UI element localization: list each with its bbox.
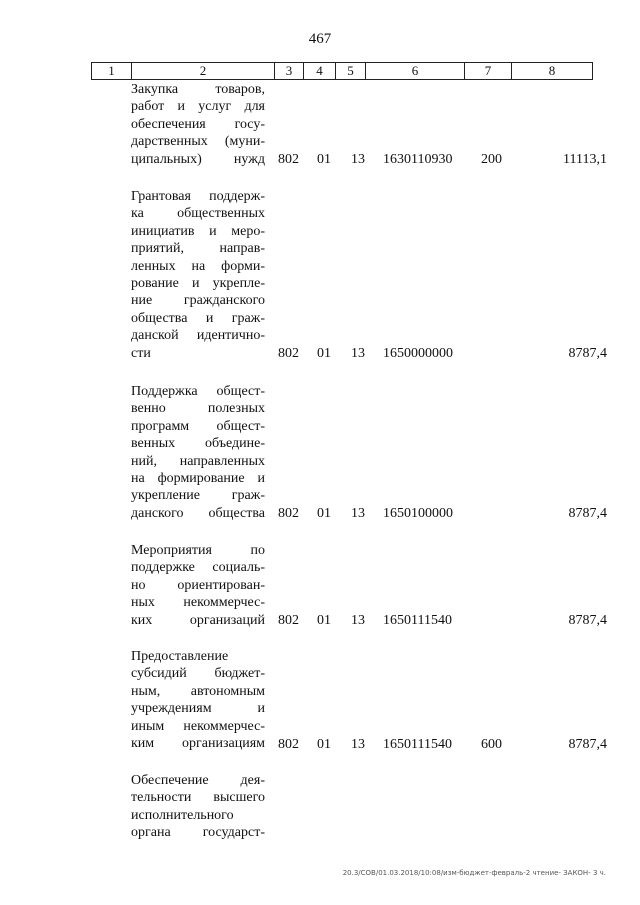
row-5-col-4: 01 [317,737,331,752]
table-header [91,62,593,80]
row-3-col-6: 1650100000 [383,506,453,521]
row-2-col-4: 01 [317,346,331,361]
header-col-5: 5 [336,63,366,79]
row-2-col-5: 13 [351,346,365,361]
row-3-col-3: 802 [278,506,299,521]
row-3-col-8: 8787,4 [568,506,607,521]
row-3-description: Поддержка общест- венно полезных программ общест- венных объедине- ний, направленных на формирование и укрепление граж- данского общества [131,384,265,521]
row-2-description: Грантовая поддерж- ка общественных инициатив и меро- приятий, направ- ленных на форми- рование и укрепле- ние гражданского общества и граж- данской идентично- сти [131,189,265,361]
header-col-4: 4 [304,63,336,79]
row-4-col-5: 13 [351,613,365,628]
row-4-col-3: 802 [278,613,299,628]
header-col-1: 1 [92,63,132,79]
page-number: 467 [308,31,332,47]
row-6-description: Обеспечение дея- тельности высшего исполнительного органа государст- [131,773,265,841]
header-col-7: 7 [465,63,512,79]
row-4-description: Мероприятия по поддержке социаль- но ориентирован- ных некоммерчес- ких организаций [131,543,265,628]
row-1-col-3: 802 [278,152,299,167]
row-5-col-7: 600 [481,737,502,752]
row-1-col-6: 1630110930 [383,152,453,167]
row-1-col-7: 200 [481,152,502,167]
row-4-col-8: 8787,4 [568,613,607,628]
header-col-3: 3 [275,63,304,79]
row-5-col-8: 8787,4 [568,737,607,752]
document-footer: 20.3/COB/01.03.2018/10:08/изм-бюджет-февраль-2 чтение- ЗАКОН- 3 ч. [342,869,606,877]
row-1-col-8: 11113,1 [563,152,607,167]
row-5-col-5: 13 [351,737,365,752]
header-col-2: 2 [132,63,275,79]
row-2-col-3: 802 [278,346,299,361]
header-col-6: 6 [366,63,465,79]
row-1-description: Закупка товаров, работ и услуг для обеспечения госу- дарственных (муни- ципальных) нужд [131,82,265,167]
row-4-col-4: 01 [317,613,331,628]
row-1-col-4: 01 [317,152,331,167]
row-1-col-5: 13 [351,152,365,167]
row-5-col-6: 1650111540 [383,737,452,752]
row-2-col-8: 8787,4 [568,346,607,361]
row-3-col-4: 01 [317,506,331,521]
row-4-col-6: 1650111540 [383,613,452,628]
row-5-description: Предоставление субсидий бюджет- ным, автономным учреждениям и иным некоммерчес- ким организациям [131,649,265,752]
header-col-8: 8 [548,63,556,78]
row-5-col-3: 802 [278,737,299,752]
row-2-col-6: 1650000000 [383,346,453,361]
row-3-col-5: 13 [351,506,365,521]
